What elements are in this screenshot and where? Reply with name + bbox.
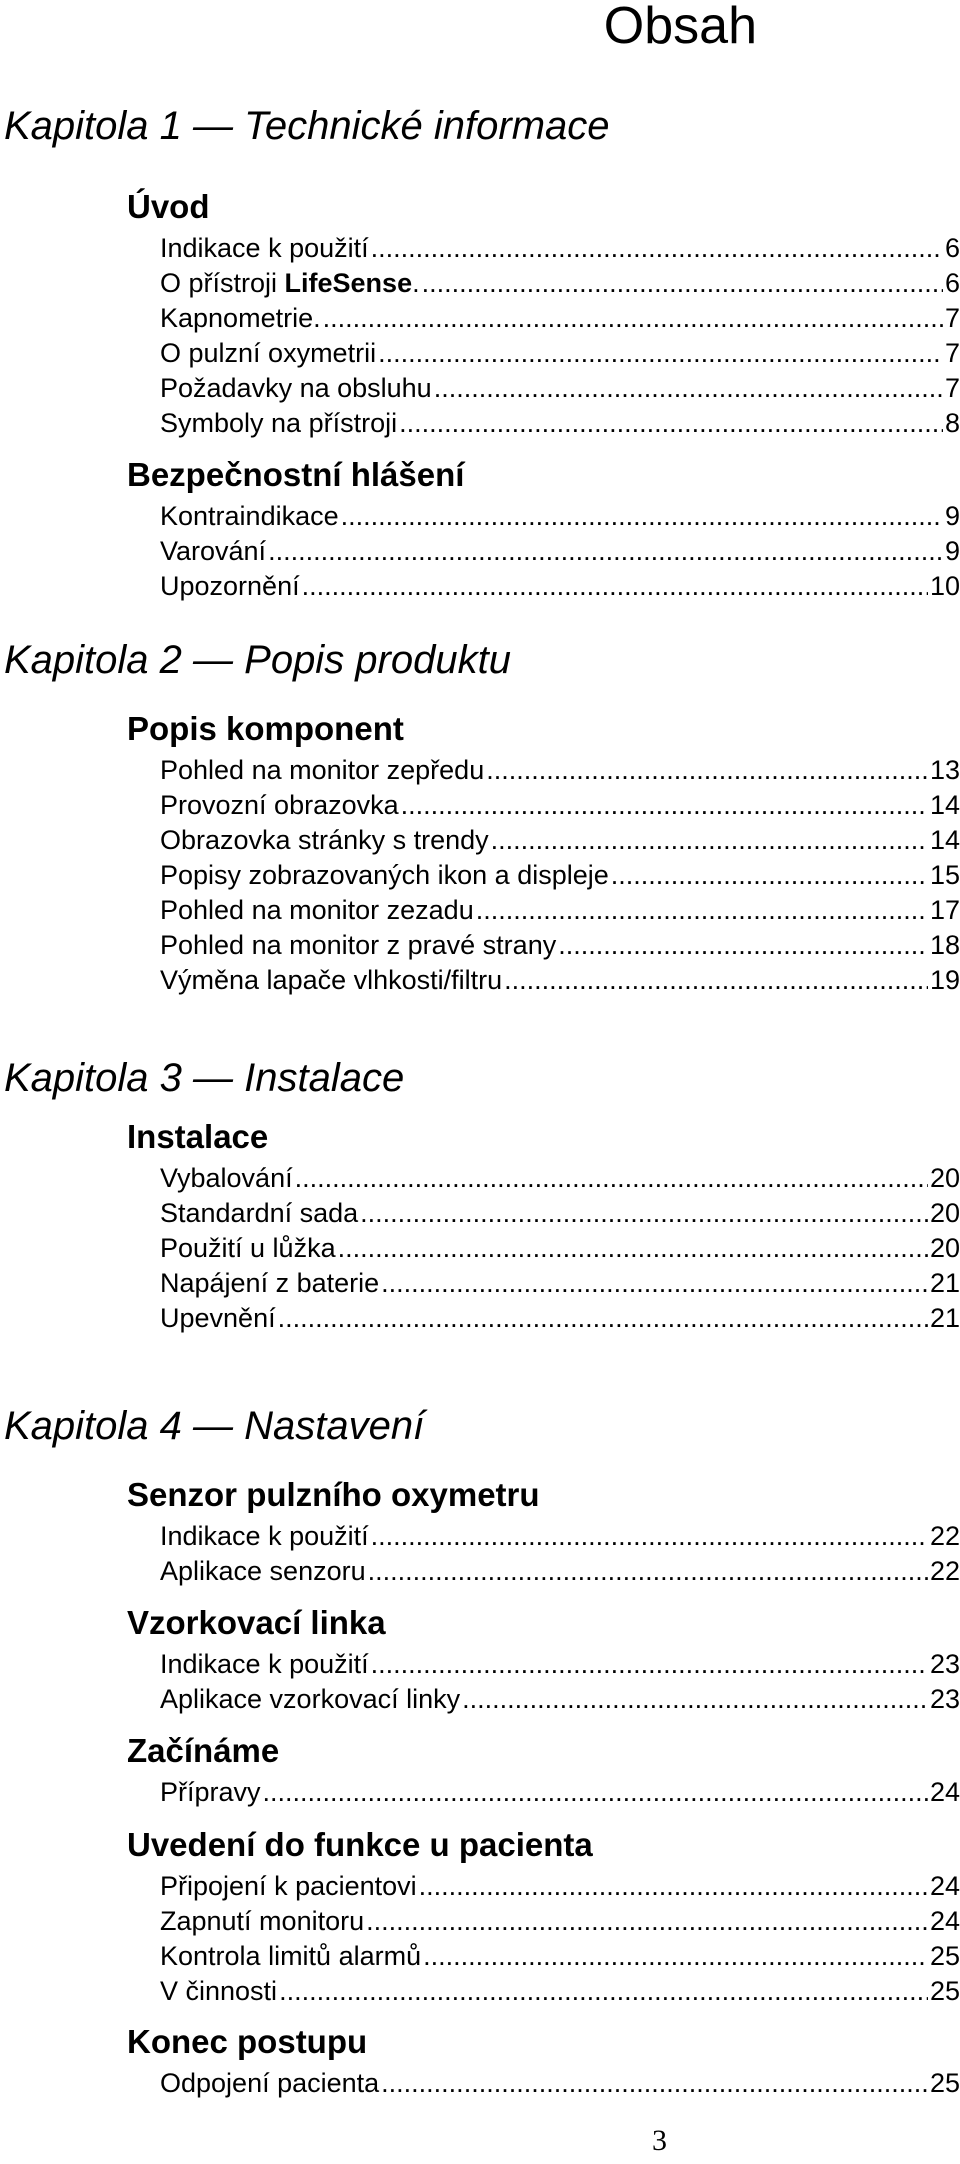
dot-leader xyxy=(558,932,928,959)
toc-entry-page: 19 xyxy=(929,965,960,995)
dot-leader xyxy=(371,1651,928,1678)
toc-entry-page: 13 xyxy=(929,755,960,785)
section-heading: Úvod xyxy=(127,188,210,225)
page-title: Obsah xyxy=(603,0,757,55)
dot-leader xyxy=(611,862,928,889)
toc-entry-label: Aplikace senzoru xyxy=(160,1556,366,1586)
toc-entry-label: Pohled na monitor z pravé strany xyxy=(160,930,557,960)
toc-entry-page: 24 xyxy=(929,1871,960,1901)
section-heading: Uvedení do funkce u pacienta xyxy=(127,1826,593,1863)
toc-entry-page: 9 xyxy=(944,536,960,566)
toc-entry-label: Provozní obrazovka xyxy=(160,790,399,820)
toc-entry-page: 17 xyxy=(929,895,960,925)
toc-entry-label: Aplikace vzorkovací linky xyxy=(160,1684,461,1714)
toc-entry-page: 7 xyxy=(944,373,960,403)
toc-entry-page: 7 xyxy=(944,303,960,333)
toc-entry[interactable] xyxy=(160,1943,960,1973)
section-heading: Bezpečnostní hlášení xyxy=(127,456,465,493)
section-heading: Popis komponent xyxy=(127,710,404,747)
toc-entry-page: 20 xyxy=(929,1198,960,1228)
toc-entry[interactable] xyxy=(160,1270,960,1300)
toc-entry[interactable] xyxy=(160,270,960,300)
toc-entry-page: 23 xyxy=(929,1649,960,1679)
dot-leader xyxy=(360,1200,928,1227)
toc-entry[interactable] xyxy=(160,305,960,335)
chapter-heading: Kapitola 1 — Technické informace xyxy=(4,104,610,148)
toc-entry-page: 8 xyxy=(944,408,960,438)
section-heading: Začínáme xyxy=(127,1732,280,1769)
toc-entry-label: Upozornění xyxy=(160,571,300,601)
toc-entry[interactable] xyxy=(160,503,960,533)
toc-entry-label: Obrazovka stránky s trendy xyxy=(160,825,489,855)
dot-leader xyxy=(399,410,943,437)
toc-entry-page: 9 xyxy=(944,501,960,531)
toc-entry[interactable] xyxy=(160,340,960,370)
toc-entry-page: 20 xyxy=(929,1233,960,1263)
dot-leader xyxy=(423,1943,928,1970)
toc-entry-label-bold: LifeSense xyxy=(284,268,413,298)
toc-entry-page: 25 xyxy=(929,1941,960,1971)
section-heading: Konec postupu xyxy=(127,2023,368,2060)
toc-entry-label: Kapnometrie. xyxy=(160,303,321,333)
dot-leader xyxy=(434,375,943,402)
toc-entry[interactable] xyxy=(160,757,960,787)
dot-leader xyxy=(381,2070,928,2097)
toc-entry-label: Kontrola limitů alarmů xyxy=(160,1941,422,1971)
section-heading: Senzor pulzního oxymetru xyxy=(127,1476,540,1513)
toc-entry-label: Výměna lapače vlhkosti/filtru xyxy=(160,965,503,995)
toc-entry-page: 7 xyxy=(944,338,960,368)
toc-entry-label: Požadavky na obsluhu xyxy=(160,373,432,403)
toc-entry[interactable] xyxy=(160,897,960,927)
toc-entry-page: 15 xyxy=(929,860,960,890)
toc-entry-page: 10 xyxy=(929,571,960,601)
toc-entry[interactable] xyxy=(160,1686,960,1716)
toc-entry-label-suffix: . xyxy=(412,268,420,298)
dot-leader xyxy=(401,792,928,819)
chapter-heading: Kapitola 4 — Nastavení xyxy=(4,1404,425,1448)
toc-entry-page: 23 xyxy=(929,1684,960,1714)
section-heading: Instalace xyxy=(127,1118,269,1155)
toc-entry-label: Kontraindikace xyxy=(160,501,339,531)
toc-entry[interactable] xyxy=(160,827,960,857)
dot-leader xyxy=(462,1686,928,1713)
dot-leader xyxy=(278,1305,928,1332)
toc-entry-page: 20 xyxy=(929,1163,960,1193)
toc-entry-page: 22 xyxy=(929,1556,960,1586)
toc-entry[interactable] xyxy=(160,967,960,997)
dot-leader xyxy=(422,270,943,297)
toc-entry-label: Odpojení pacienta xyxy=(160,2068,380,2098)
toc-entry-label: Pohled na monitor zepředu xyxy=(160,755,485,785)
dot-leader xyxy=(263,1779,928,1806)
toc-entry[interactable] xyxy=(160,410,960,440)
dot-leader xyxy=(486,757,928,784)
toc-entry[interactable] xyxy=(160,1305,960,1335)
dot-leader xyxy=(419,1873,928,1900)
toc-entry-label: Použití u lůžka xyxy=(160,1233,336,1263)
toc-entry-page: 25 xyxy=(929,1976,960,2006)
dot-leader xyxy=(341,503,943,530)
toc-entry[interactable] xyxy=(160,1558,960,1588)
toc-entry-page: 24 xyxy=(929,1906,960,1936)
dot-leader xyxy=(366,1908,928,1935)
toc-entry-page: 18 xyxy=(929,930,960,960)
toc-entry-page: 6 xyxy=(944,233,960,263)
toc-entry-label: Indikace k použití xyxy=(160,233,369,263)
dot-leader xyxy=(302,573,928,600)
toc-entry-label: Přípravy xyxy=(160,1777,261,1807)
toc-entry-label: Vybalování xyxy=(160,1163,293,1193)
toc-entry[interactable] xyxy=(160,538,960,568)
toc-entry-label: Zapnutí monitoru xyxy=(160,1906,365,1936)
dot-leader xyxy=(381,1270,928,1297)
dot-leader xyxy=(371,1523,928,1550)
dot-leader xyxy=(504,967,928,994)
dot-leader xyxy=(295,1165,928,1192)
toc-entry-label: Připojení k pacientovi xyxy=(160,1871,417,1901)
toc-entry-label: Pohled na monitor zezadu xyxy=(160,895,474,925)
toc-entry[interactable] xyxy=(160,1165,960,1195)
dot-leader xyxy=(476,897,928,924)
chapter-heading: Kapitola 2 — Popis produktu xyxy=(4,638,511,682)
toc-entry-label: Standardní sada xyxy=(160,1198,359,1228)
section-heading: Vzorkovací linka xyxy=(127,1604,386,1641)
toc-entry-label: Indikace k použití xyxy=(160,1521,369,1551)
toc-entry[interactable] xyxy=(160,1523,960,1553)
chapter-heading: Kapitola 3 — Instalace xyxy=(4,1056,405,1100)
toc-entry-page: 22 xyxy=(929,1521,960,1551)
toc-entry[interactable] xyxy=(160,1873,960,1903)
toc-entry-label: Varování xyxy=(160,536,267,566)
toc-entry[interactable] xyxy=(160,932,960,962)
toc-entry[interactable] xyxy=(160,1908,960,1938)
toc-entry-label: Napájení z baterie xyxy=(160,1268,380,1298)
toc-entry-label xyxy=(160,270,420,297)
toc-entry-label: Indikace k použití xyxy=(160,1649,369,1679)
toc-entry-page: 24 xyxy=(929,1777,960,1807)
toc-entry[interactable] xyxy=(160,792,960,822)
toc-entry-label: Popisy zobrazovaných ikon a displeje xyxy=(160,860,609,890)
dot-leader xyxy=(371,235,943,262)
toc-entry-page: 25 xyxy=(929,2068,960,2098)
dot-leader xyxy=(491,827,928,854)
dot-leader xyxy=(323,305,943,332)
toc-entry[interactable] xyxy=(160,375,960,405)
toc-entry[interactable] xyxy=(160,862,960,892)
toc-entry[interactable] xyxy=(160,573,960,603)
dot-leader xyxy=(378,340,943,367)
toc-entry-label: V činnosti xyxy=(160,1976,278,2006)
toc-entry[interactable] xyxy=(160,1200,960,1230)
toc-entry-page: 6 xyxy=(944,268,960,298)
toc-entry-label-text: O přístroji xyxy=(160,268,285,298)
toc-entry[interactable] xyxy=(160,1235,960,1265)
toc-entry-page: 14 xyxy=(929,790,960,820)
toc-entry-page: 21 xyxy=(929,1303,960,1333)
toc-entry-page: 14 xyxy=(929,825,960,855)
dot-leader xyxy=(368,1558,928,1585)
dot-leader xyxy=(279,1978,928,2005)
toc-entry-label: O pulzní oxymetrii xyxy=(160,338,377,368)
dot-leader xyxy=(268,538,943,565)
toc-entry[interactable] xyxy=(160,1779,960,1809)
toc-entry[interactable] xyxy=(160,1651,960,1681)
page-number: 3 xyxy=(652,2124,667,2157)
toc-entry-page: 21 xyxy=(929,1268,960,1298)
dot-leader xyxy=(338,1235,928,1262)
toc-entry[interactable] xyxy=(160,235,960,265)
toc-entry-label: Upevnění xyxy=(160,1303,276,1333)
toc-entry[interactable] xyxy=(160,2070,960,2100)
toc-entry[interactable] xyxy=(160,1978,960,2008)
toc-entry-label: Symboly na přístroji xyxy=(160,408,398,438)
